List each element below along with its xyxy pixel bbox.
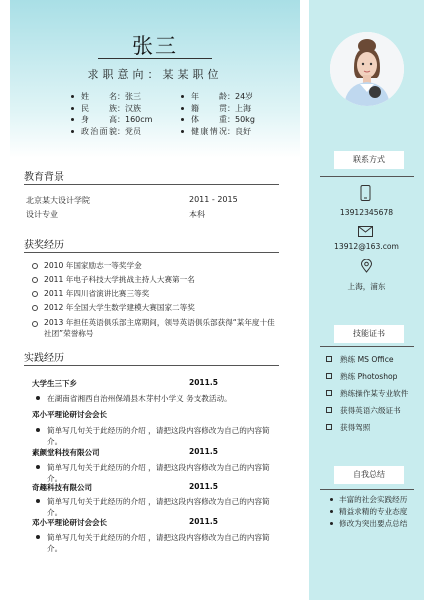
skill-item: 熟练 Photoshop [326, 368, 408, 385]
email-address: 13912@163.com [334, 242, 399, 251]
self-eval-item: 精益求精的专业态度 [330, 506, 407, 518]
education-title: 教育背景 [24, 172, 64, 183]
phone-icon [360, 185, 371, 205]
phone-number: 13912345678 [339, 208, 394, 217]
award-item: 2012 年全国大学生数学建模大赛国家二等奖 [32, 301, 282, 315]
skill-item: 熟练操作某专业软件 [326, 385, 408, 402]
practice-title: 实践经历 [24, 353, 64, 364]
info-item: 民族：汉族 [70, 103, 152, 115]
major: 设计专业 [26, 210, 58, 219]
practice-desc: 简单写几句关于此经历的介绍 ，请把这段内容修改为自己的内容简介。 [36, 462, 282, 484]
self-eval-rule [320, 489, 414, 490]
practice-role: 大学生三下乡 [32, 379, 77, 388]
award-item: 2010 年国家励志一等奖学金 [32, 259, 282, 273]
contact-title: 联系方式 [334, 151, 404, 169]
person-avatar-icon [330, 32, 404, 106]
header-banner [10, 0, 300, 158]
practice-desc: 在湖南省湘西自治州保靖县木芽村小学义 务支教活动。 [36, 393, 282, 404]
info-item: 姓名：张三 [70, 91, 152, 103]
skills-list [326, 351, 408, 436]
education-rule [24, 184, 279, 185]
self-eval-list [330, 494, 407, 530]
skills-rule [320, 346, 414, 347]
practice-date: 2011.5 [189, 378, 218, 387]
practice-desc: 简单写几句关于此经历的介绍 ，请把这段内容修改为自己的内容简介。 [36, 496, 282, 518]
profile-photo [330, 32, 404, 106]
info-item: 体重：50kg [180, 114, 255, 126]
self-eval-item: 丰富的社会实践经历 [330, 494, 407, 506]
info-item: 身高：160cm [70, 114, 152, 126]
skill-item: 获得英语六级证书 [326, 402, 408, 419]
location-pin-icon [361, 258, 372, 277]
skill-item: 获得驾照 [326, 419, 408, 436]
contact-rule [320, 176, 414, 177]
skills-title: 技能证书 [334, 325, 404, 343]
info-item: 籍贯：上海 [180, 103, 255, 115]
degree: 本科 [189, 210, 205, 219]
personal-info-right [180, 91, 255, 137]
practice-date: 2011.5 [189, 517, 218, 526]
award-item: 2013 年担任英语俱乐部主席期间，领导英语俱乐部获得“某年度十佳社团”荣誉称号 [32, 317, 282, 339]
awards-title: 获奖经历 [24, 240, 64, 251]
practice-desc: 简单写几句关于此经历的介绍 ，请把这段内容修改为自己的内容简介。 [36, 425, 282, 447]
candidate-name: 张三 [132, 34, 178, 58]
location: 上海，浦东 [347, 282, 386, 291]
practice-rule [24, 365, 279, 366]
education-period: 2011 - 2015 [189, 195, 238, 204]
info-item: 政治面貌：党员 [70, 126, 152, 138]
job-intention: 求职意向：某某职位 [87, 68, 223, 81]
awards-list [32, 259, 282, 339]
practice-role: 奇趣科技有限公司 [32, 483, 92, 492]
practice-date: 2011.5 [189, 482, 218, 491]
awards-rule [24, 252, 279, 253]
personal-info-left [70, 91, 152, 137]
practice-date: 2011.5 [189, 447, 218, 456]
school-name: 北京某大设计学院 [26, 196, 90, 205]
award-item: 2011 年电子科技大学挑战主持人大赛第一名 [32, 273, 282, 287]
info-item: 健康情况：良好 [180, 126, 255, 138]
self-eval-title: 自我总结 [334, 466, 404, 484]
info-item: 年龄：24岁 [180, 91, 255, 103]
practice-role: 邓小平理论研讨会会长 [32, 518, 107, 527]
self-eval-item: 修改为突出要点总结 [330, 518, 407, 530]
name-underline [98, 58, 212, 59]
award-item: 2011 年四川省演讲比赛三等奖 [32, 287, 282, 301]
practice-role: 邓小平理论研讨会会长 [32, 410, 107, 419]
practice-desc: 简单写几句关于此经历的介绍 ，请把这段内容修改为自己的内容简介。 [36, 532, 282, 554]
email-icon [358, 222, 373, 241]
practice-role: 素颜堂科技有限公司 [32, 448, 100, 457]
skill-item: 熟练 MS Office [326, 351, 408, 368]
